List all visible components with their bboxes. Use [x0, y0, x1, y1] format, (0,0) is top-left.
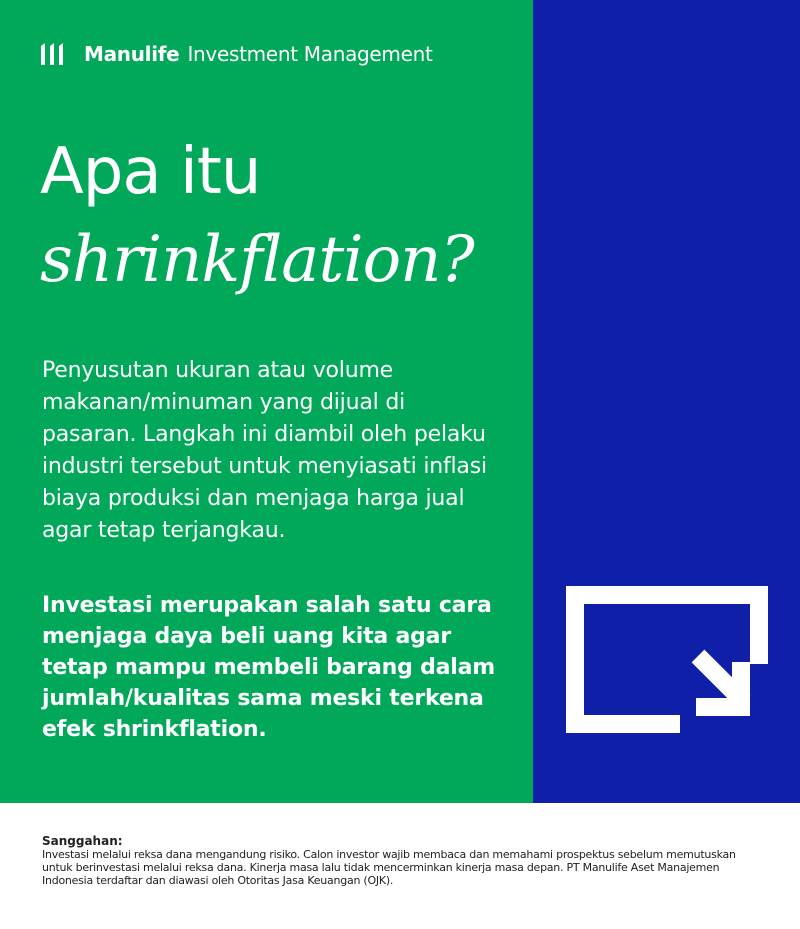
brand-name: Manulife: [84, 42, 180, 66]
disclaimer: [42, 834, 782, 887]
brand-subtitle: Investment Management: [187, 42, 433, 66]
manulife-stripes-icon: [40, 41, 66, 67]
headline-line-1: Apa itu: [40, 135, 261, 209]
disclaimer-body: Investasi melalui reksa dana mengandung risiko. Calon investor wajib membaca dan memahami prospektus sebelum memutuskan untuk berinvestasi melalui reksa dana. Kinerja masa lalu tidak mencerminkan kinerja masa depan. PT Manulife Aset Manajemen Indonesia terdaftar dan diawasi oleh Otoritas Jasa Keuangan (OJK).: [42, 848, 736, 887]
definition-paragraph: Penyusutan ukuran atau volume makanan/minuman yang dijual di pasaran. Langkah ini diambil oleh pelaku industri tersebut untuk menyiasati inflasi biaya produksi dan menjaga harga jual agar tetap terjangkau.: [42, 358, 487, 543]
investment-message: Investasi merupakan salah satu cara menjaga daya beli uang kita agar tetap mampu membeli barang dalam jumlah/kualitas sama meski terkena efek shrinkflation.: [42, 593, 496, 742]
brand-header: [40, 40, 433, 68]
headline-line-2: shrinkflation?: [40, 223, 474, 297]
disclaimer-heading: Sanggahan:: [42, 834, 123, 848]
box-arrow-down-right-icon: [566, 586, 768, 733]
